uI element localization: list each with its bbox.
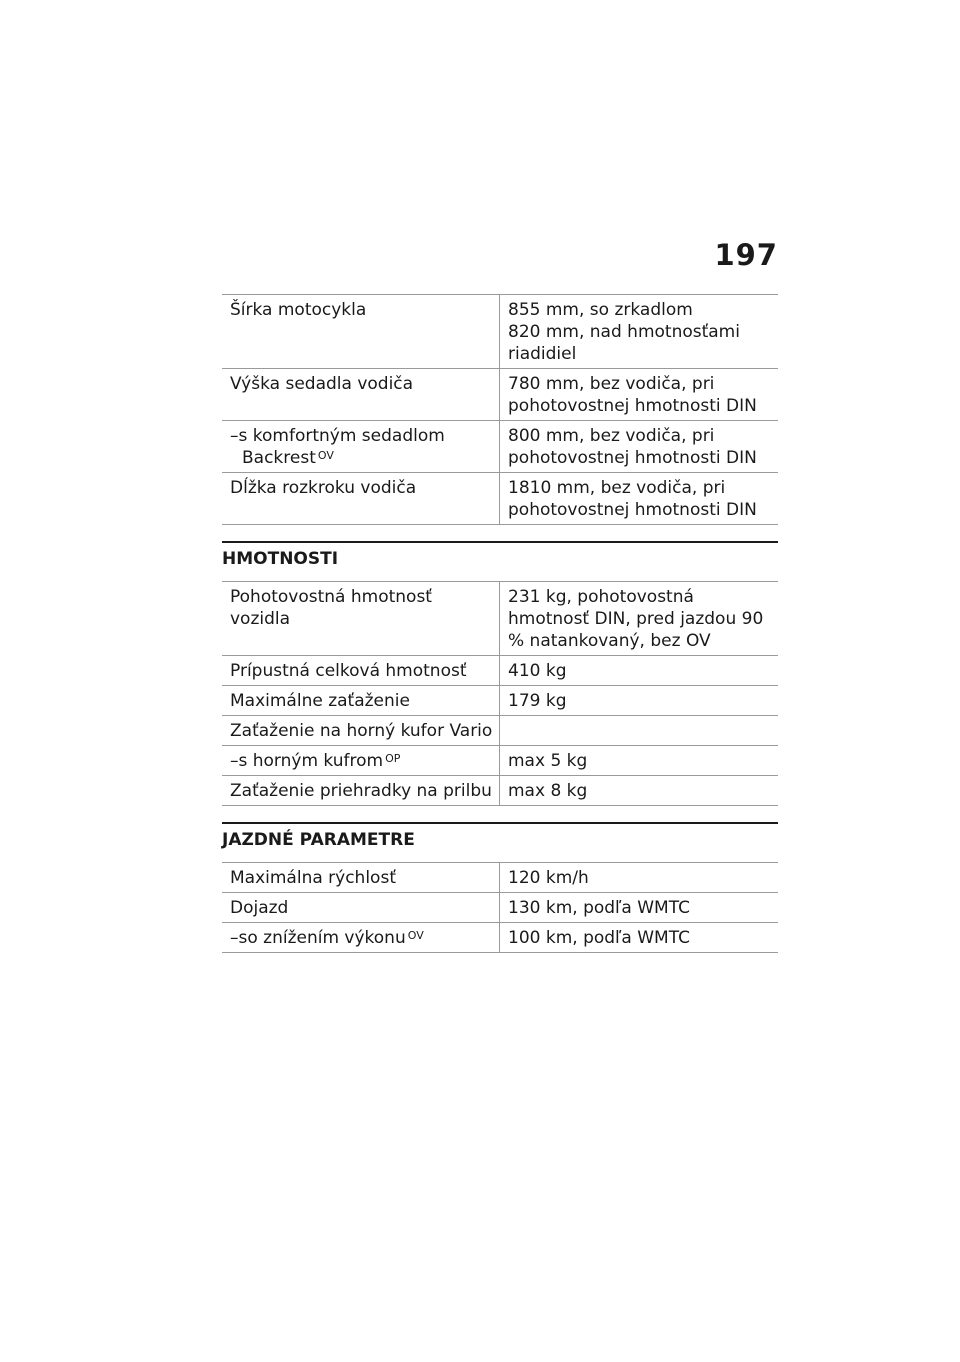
footnote-marker: OP <box>385 752 401 765</box>
option-name: Backrest <box>242 448 316 468</box>
row-label: Prípustná celková hmotnosť <box>222 656 500 686</box>
section-title: HMOTNOSTI <box>222 549 339 569</box>
page-number: 197 <box>714 238 778 272</box>
table-row <box>222 863 778 893</box>
performance-table <box>222 862 778 953</box>
table-row <box>222 893 778 923</box>
table-row <box>222 582 778 656</box>
row-label-continuation <box>230 447 493 469</box>
row-label: Pohotovostná hmotnosť vozidla <box>222 582 500 656</box>
row-label: Dĺžka rozkroku vodiča <box>222 473 500 525</box>
row-value: 780 mm, bez vodiča, pri pohotovostnej hmotnosti DIN <box>500 369 779 421</box>
row-value: 130 km, podľa WMTC <box>500 893 779 923</box>
table-row <box>222 421 778 473</box>
footnote-marker: OV <box>407 929 424 942</box>
row-value: 179 kg <box>500 686 779 716</box>
footnote-marker: OV <box>317 449 334 462</box>
row-label: Maximálna rýchlosť <box>222 863 500 893</box>
row-value: 120 km/h <box>500 863 779 893</box>
row-label <box>222 923 500 953</box>
row-label: Dojazd <box>222 893 500 923</box>
table-row <box>222 686 778 716</box>
row-label-text: –s horným kufrom <box>230 751 384 771</box>
table-row <box>222 473 778 525</box>
row-value: 410 kg <box>500 656 779 686</box>
row-label-text: –s komfortným sedadlom <box>230 426 445 446</box>
row-label <box>222 746 500 776</box>
row-value: 1810 mm, bez vodiča, pri pohotovostnej hmotnosti DIN <box>500 473 779 525</box>
table-row <box>222 746 778 776</box>
spec-content <box>222 294 778 953</box>
row-value: 231 kg, pohotovostná hmotnosť DIN, pred jazdou 90 % natankovaný, bez OV <box>500 582 779 656</box>
section-title: JAZDNÉ PARAMETRE <box>222 830 415 850</box>
section-heading-performance <box>222 822 778 862</box>
row-value: 800 mm, bez vodiča, pri pohotovostnej hmotnosti DIN <box>500 421 779 473</box>
row-value <box>500 716 779 746</box>
row-label: Zaťaženie na horný kufor Vario <box>222 716 500 746</box>
table-row <box>222 369 778 421</box>
row-value: 100 km, podľa WMTC <box>500 923 779 953</box>
row-value: max 5 kg <box>500 746 779 776</box>
row-label: Maximálne zaťaženie <box>222 686 500 716</box>
table-row <box>222 716 778 746</box>
row-label: Šírka motocykla <box>222 295 500 369</box>
row-label: Výška sedadla vodiča <box>222 369 500 421</box>
dimensions-table <box>222 294 778 525</box>
row-value: 855 mm, so zrkadlom 820 mm, nad hmotnosťami riadidiel <box>500 295 779 369</box>
weights-table <box>222 581 778 806</box>
table-row <box>222 923 778 953</box>
table-row <box>222 776 778 806</box>
row-label-text: –so znížením výkonu <box>230 928 406 948</box>
row-label <box>222 421 500 473</box>
section-heading-weights <box>222 541 778 581</box>
table-row <box>222 295 778 369</box>
row-value: max 8 kg <box>500 776 779 806</box>
row-label: Zaťaženie priehradky na prilbu <box>222 776 500 806</box>
table-row <box>222 656 778 686</box>
